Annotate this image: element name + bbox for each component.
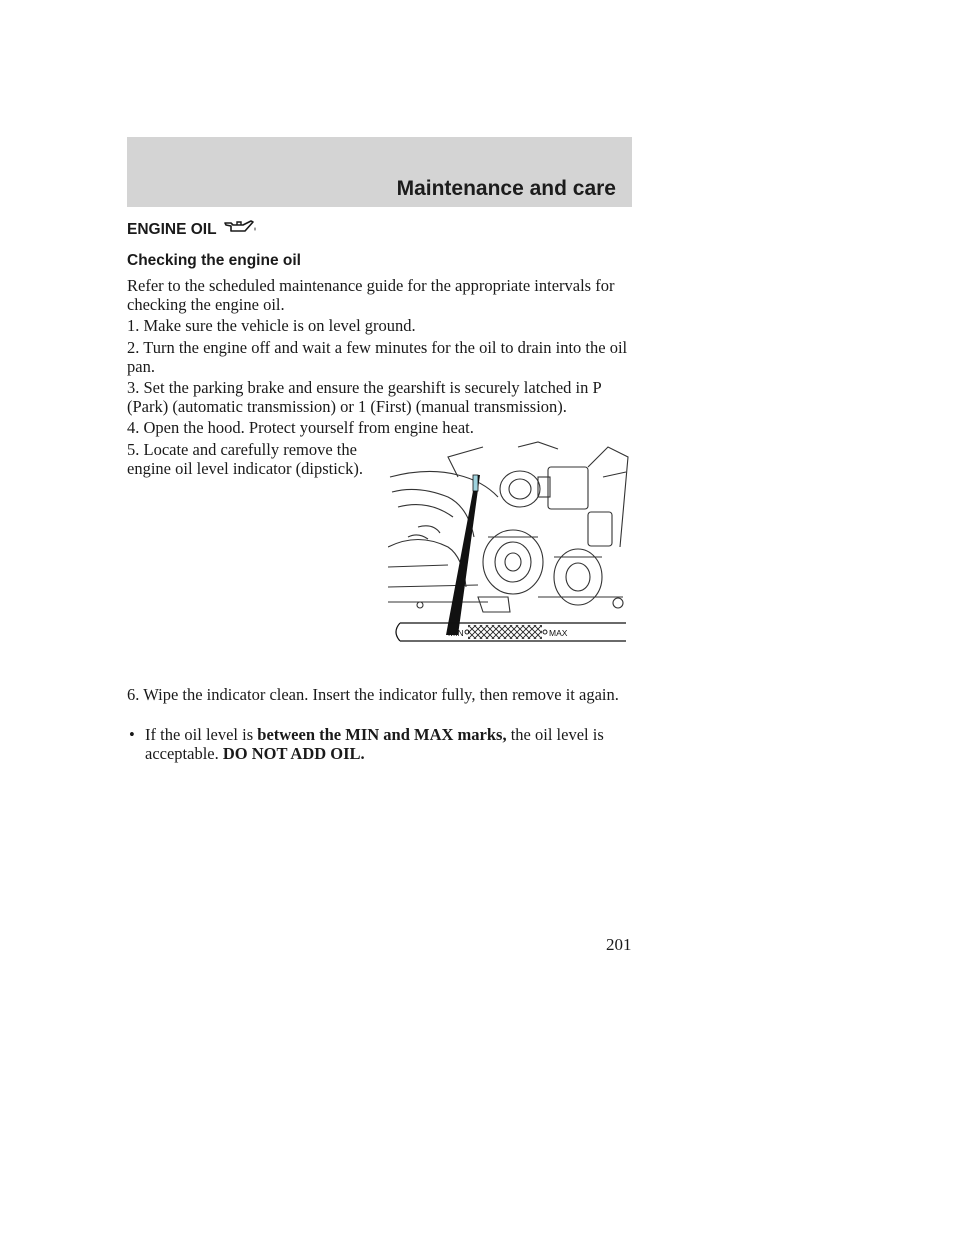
step-3: 3. Set the parking brake and ensure the gearshift is securely latched in P (Park) (automatic transmission) or 1 (First) (manual transmission). (127, 378, 602, 416)
step-6: 6. Wipe the indicator clean. Insert the indicator fully, then remove it again. (127, 685, 619, 704)
header-title: Maintenance and care (396, 177, 616, 200)
bullet-bold-warning: DO NOT ADD OIL. (222, 744, 365, 763)
dipstick-figure (388, 437, 634, 669)
section-title (127, 217, 259, 242)
bullet-prefix: If the oil level is (145, 725, 258, 744)
max-label: MAX (549, 628, 568, 638)
min-label: MIN (448, 628, 464, 638)
header-band (127, 137, 632, 207)
bullet-bold-marks: between the MIN and MAX marks, (257, 725, 507, 744)
bullet-text (145, 725, 635, 763)
step-4: 4. Open the hood. Protect yourself from engine heat. (127, 418, 474, 437)
step-1: 1. Make sure the vehicle is on level ground. (127, 316, 416, 335)
page-number: 201 (606, 935, 632, 954)
step-5: 5. Locate and carefully remove the engine oil level indicator (dipstick). (127, 440, 363, 478)
section-title-text: ENGINE OIL (127, 220, 217, 238)
intro-paragraph: Refer to the scheduled maintenance guide for the appropriate intervals for checking the engine oil. (127, 276, 615, 314)
bullet-mid: the oil level is acceptable. (145, 725, 604, 763)
bullet-dot: • (129, 725, 135, 744)
oil-can-icon (223, 217, 259, 242)
subsection-title: Checking the engine oil (127, 252, 301, 269)
step-2: 2. Turn the engine off and wait a few minutes for the oil to drain into the oil pan. (127, 338, 628, 376)
